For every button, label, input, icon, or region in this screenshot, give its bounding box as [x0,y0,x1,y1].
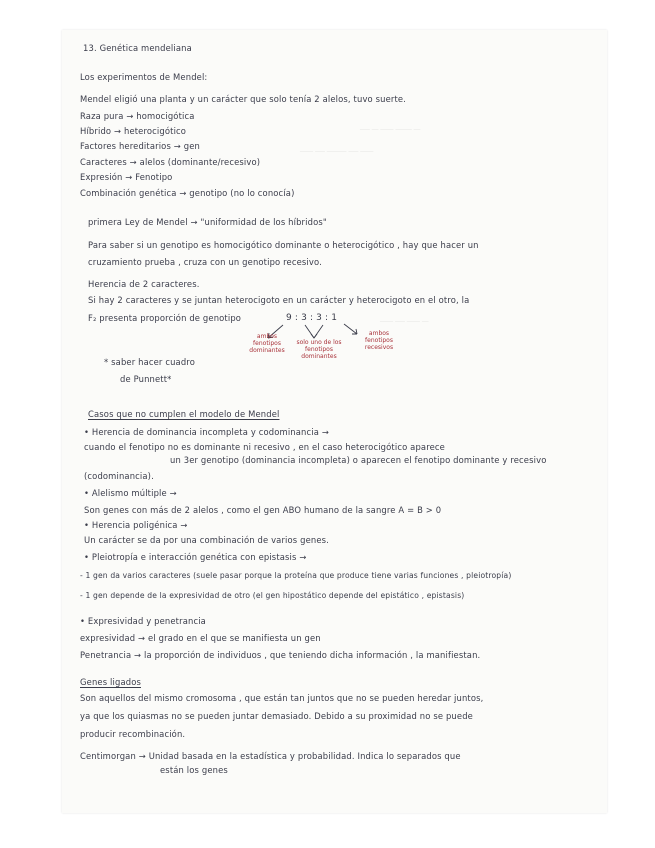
intro-summary: Mendel eligió una planta y un carácter que solo tenía 2 alelos, tuvo suerte. [80,94,407,104]
definition-line: Expresión → Fenotipo [80,172,173,182]
exception-line: expresividad → el grado en el que se manifiesta un gen [80,633,321,643]
linked-genes-heading: Genes ligados [80,677,141,687]
punnett-note: * saber hacer cuadro [104,357,195,367]
linked-genes-line: Son aquellos del mismo cromosoma , que están tan juntos que no se pueden heredar juntos, [80,693,484,703]
annotation-both-dominant: ambos fenotipos dominantes [249,333,285,354]
exception-line: cuando el fenotipo no es dominante ni recesivo , en el caso heterocigótico aparece [84,442,445,452]
two-traits-heading: Herencia de 2 caracteres. [88,279,200,289]
linked-genes-line: están los genes [160,765,228,775]
definition-line: Caracteres → alelos (dominante/recesivo) [80,157,261,167]
exception-line: • Pleiotropía e interacción genética con epistasis → [84,552,307,562]
exception-line: Son genes con más de 2 alelos , como el gen ABO humano de la sangre A = B > 0 [84,505,442,515]
linked-genes-line: ya que los quiasmas no se pueden juntar demasiado. Debido a su proximidad no se puede [80,711,473,721]
annotation-one-dominant: solo uno de los fenotipos dominantes [296,339,342,360]
definition-line: Factores hereditarios → gen [80,141,200,151]
exception-line: - 1 gen depende de la expresividad de otro (el gen hipostático depende del epistático , epistasis) [80,591,465,600]
definition-line: Híbrido → heterocigótico [80,126,187,136]
exception-line: (codominancia). [84,471,154,481]
annotation-both-recessive: ambos fenotipos recesivos [364,330,394,351]
exception-line: Penetrancia → la proporción de individuos , que teniendo dicha información , la manifiestan. [80,650,481,660]
bleed-through: ‾‾‾‾ ‾‾‾ ‾‾‾‾ ‾‾ [380,320,429,328]
exception-line: - 1 gen da varios caracteres (suele pasar porque la proteína que produce tiene varias funciones , pleiotropía) [80,571,512,580]
dihybrid-line: F₂ presenta proporción de genotipo [88,313,242,323]
exception-line: • Herencia de dominancia incompleta y codominancia → [84,427,329,437]
exception-line: Un carácter se da por una combinación de varios genes. [84,535,329,545]
definition-line: Raza pura → homocigótica [80,111,195,121]
intro-heading: Los experimentos de Mendel: [80,72,208,82]
bleed-through: ‾‾‾‾ ‾‾‾ ‾‾‾‾‾‾ ‾‾‾ ‾‾‾‾ [300,150,374,158]
linked-genes-line: producir recombinación. [80,729,186,739]
exception-line: • Expresividad y penetrancia [80,616,206,626]
test-cross-line: Para saber si un genotipo es homocigótico dominante o heterocigótico , hay que hacer un [88,240,479,250]
bleed-through: ‾‾‾ ‾‾ ‾‾‾‾ ‾‾‾‾‾ ‾‾ [360,128,421,136]
punnett-note: de Punnett* [120,374,172,384]
dihybrid-line: Si hay 2 caracteres y se juntan heterocigoto en un carácter y heterocigoto en el otro, la [88,295,470,305]
genotype-ratio: 9 : 3 : 3 : 1 [286,313,338,323]
test-cross-line: cruzamiento prueba , cruza con un genotipo recesivo. [88,257,322,267]
first-law: primera Ley de Mendel → "uniformidad de los híbridos" [88,217,327,227]
exception-line: • Herencia poligénica → [84,520,188,530]
exception-line: • Alelismo múltiple → [84,488,177,498]
page-title: 13. Genética mendeliana [83,43,192,53]
exception-line: un 3er genotipo (dominancia incompleta) o aparecen el fenotipo dominante y recesivo [170,455,547,465]
exceptions-heading: Casos que no cumplen el modelo de Mendel [88,409,280,419]
linked-genes-line: Centimorgan → Unidad basada en la estadística y probabilidad. Indica lo separados que [80,751,461,761]
definition-line: Combinación genética → genotipo (no lo conocía) [80,188,295,198]
